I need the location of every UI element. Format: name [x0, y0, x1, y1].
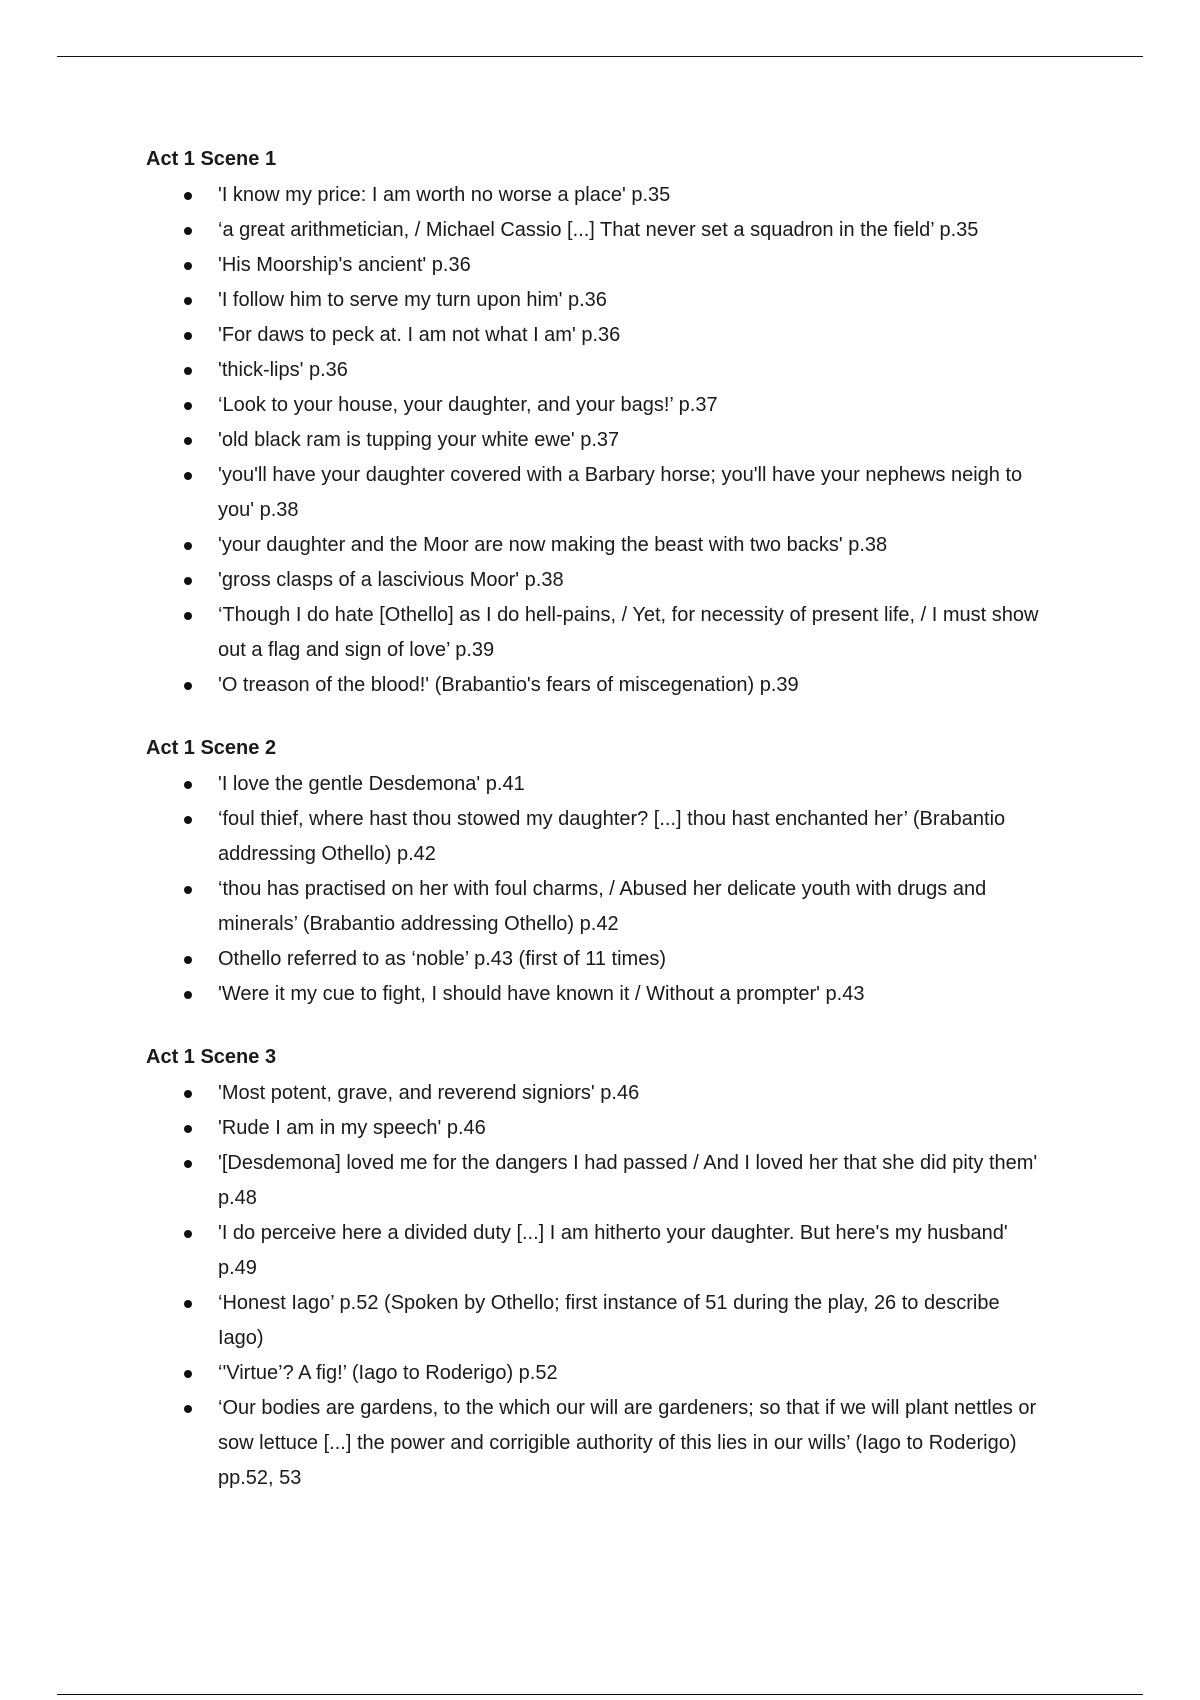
quote-text: 'gross clasps of a lascivious Moor' p.38 [218, 569, 564, 591]
quote-text: 'Were it my cue to fight, I should have known it / Without a prompter' p.43 [218, 983, 865, 1005]
bullet-icon [184, 227, 192, 235]
top-rule [57, 56, 1143, 57]
quote-list [146, 178, 1046, 703]
bullet-icon [184, 1230, 192, 1238]
quote-item [146, 1286, 1046, 1356]
quote-item [146, 248, 1046, 283]
quote-text: ‘Though I do hate [Othello] as I do hell-pains, / Yet, for necessity of present life, / I must show out a flag and sign of love’ p.39 [218, 604, 1039, 661]
quote-item [146, 1216, 1046, 1286]
bullet-icon [184, 1125, 192, 1133]
scene-heading: Act 1 Scene 3 [146, 1046, 277, 1068]
quote-item [146, 942, 1046, 977]
quote-text: ‘'Virtue’? A fig!’ (Iago to Roderigo) p.52 [218, 1362, 558, 1384]
bullet-icon [184, 437, 192, 445]
quote-item [146, 1356, 1046, 1391]
quote-text: 'I love the gentle Desdemona' p.41 [218, 773, 525, 795]
bullet-icon [184, 297, 192, 305]
bullet-icon [184, 332, 192, 340]
quote-item [146, 318, 1046, 353]
quote-item [146, 283, 1046, 318]
quote-text: '[Desdemona] loved me for the dangers I had passed / And I loved her that she did pity them' p.48 [218, 1152, 1038, 1209]
bullet-icon [184, 262, 192, 270]
bullet-icon [184, 816, 192, 824]
bullet-icon [184, 542, 192, 550]
scene-section [146, 1044, 1046, 1496]
bullet-icon [184, 577, 192, 585]
quote-text: 'O treason of the blood!' (Brabantio's fears of miscegenation) p.39 [218, 674, 799, 696]
quote-item [146, 1391, 1046, 1496]
quote-text: 'For daws to peck at. I am not what I am' p.36 [218, 324, 621, 346]
bullet-icon [184, 612, 192, 620]
quote-text: ‘Honest Iago’ p.52 (Spoken by Othello; first instance of 51 during the play, 26 to describe Iago) [218, 1292, 1000, 1349]
quote-item [146, 767, 1046, 802]
quote-item [146, 668, 1046, 703]
quote-list [146, 1076, 1046, 1496]
bullet-icon [184, 367, 192, 375]
quote-item [146, 178, 1046, 213]
quote-item [146, 872, 1046, 942]
document-body [146, 146, 1046, 1528]
quote-item [146, 1146, 1046, 1216]
scene-section [146, 146, 1046, 703]
quote-text: 'I know my price: I am worth no worse a place' p.35 [218, 184, 671, 206]
quote-text: 'Rude I am in my speech' p.46 [218, 1117, 486, 1139]
bullet-icon [184, 192, 192, 200]
quote-text: 'His Moorship's ancient' p.36 [218, 254, 471, 276]
quote-item [146, 213, 1046, 248]
quote-item [146, 1111, 1046, 1146]
quote-text: 'Most potent, grave, and reverend signiors' p.46 [218, 1082, 640, 1104]
bullet-icon [184, 682, 192, 690]
bullet-icon [184, 1405, 192, 1413]
quote-text: ‘foul thief, where hast thou stowed my daughter? [...] thou hast enchanted her’ (Brabantio addressing Othello) p.42 [218, 808, 1006, 865]
quote-text: 'your daughter and the Moor are now making the beast with two backs' p.38 [218, 534, 888, 556]
bullet-icon [184, 1160, 192, 1168]
quote-text: 'you'll have your daughter covered with a Barbary horse; you'll have your nephews neigh to you' p.38 [218, 464, 1023, 521]
quote-text: 'I do perceive here a divided duty [...] I am hitherto your daughter. But here's my husband' p.49 [218, 1222, 1008, 1279]
quote-text: ‘a great arithmetician, / Michael Cassio [...] That never set a squadron in the field’ p.35 [218, 219, 979, 241]
scene-heading: Act 1 Scene 1 [146, 148, 277, 170]
quote-item [146, 458, 1046, 528]
quote-item [146, 528, 1046, 563]
quote-item [146, 423, 1046, 458]
quote-text: ‘Look to your house, your daughter, and your bags!’ p.37 [218, 394, 718, 416]
bullet-icon [184, 991, 192, 999]
bullet-icon [184, 1090, 192, 1098]
quote-text: 'old black ram is tupping your white ewe' p.37 [218, 429, 620, 451]
bullet-icon [184, 781, 192, 789]
quote-text: ‘thou has practised on her with foul charms, / Abused her delicate youth with drugs and minerals’ (Brabantio addressing Othello) p.42 [218, 878, 987, 935]
sections-container [146, 146, 1046, 1496]
quote-item [146, 598, 1046, 668]
quote-text: 'I follow him to serve my turn upon him' p.36 [218, 289, 607, 311]
scene-heading: Act 1 Scene 2 [146, 737, 277, 759]
bottom-rule [57, 1694, 1143, 1695]
bullet-icon [184, 886, 192, 894]
bullet-icon [184, 1370, 192, 1378]
quote-item [146, 563, 1046, 598]
quote-item [146, 353, 1046, 388]
bullet-icon [184, 1300, 192, 1308]
quote-list [146, 767, 1046, 1012]
quote-item [146, 1076, 1046, 1111]
bullet-icon [184, 472, 192, 480]
quote-text: Othello referred to as ‘noble’ p.43 (first of 11 times) [218, 948, 666, 970]
quote-item [146, 388, 1046, 423]
quote-item [146, 802, 1046, 872]
scene-section [146, 735, 1046, 1012]
bullet-icon [184, 402, 192, 410]
quote-item [146, 977, 1046, 1012]
bullet-icon [184, 956, 192, 964]
quote-text: 'thick-lips' p.36 [218, 359, 348, 381]
quote-text: ‘Our bodies are gardens, to the which our will are gardeners; so that if we will plant nettles or sow lettuce [...] the power and corrigible authority of this lies in our wills’ (Iago to Roderigo) pp.52, 53 [218, 1397, 1037, 1489]
